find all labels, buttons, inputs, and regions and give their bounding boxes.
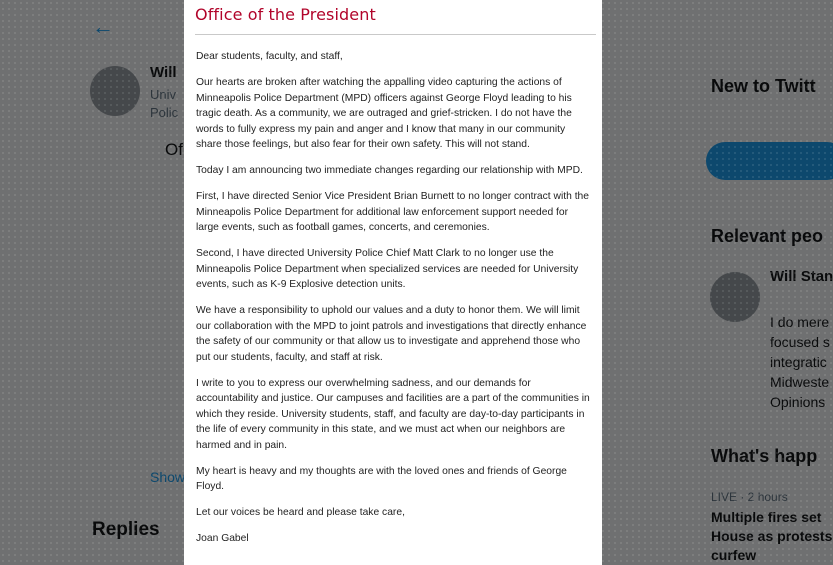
letter-heading: Office of the President: [195, 5, 376, 24]
letter-paragraph: Dear students, faculty, and staff,: [196, 51, 343, 62]
letter-paragraph: My heart is heavy and my thoughts are with the loved ones and friends of George Floyd.: [196, 465, 567, 492]
letter-paragraph: Our hearts are broken after watching the appalling video capturing the actions of Minneapolis Police Department (MPD) officers against George Floyd leading to his tragic death. As a community, we are outraged and grief-stricken. I do not have the words to fully express my pain and anger and I know that many in our community share those feelings, but also fear for their own safety. This will not stand.: [196, 77, 572, 150]
letter-paragraph: We have a responsibility to uphold our values and a duty to honor them. We will limit our collaboration with the MPD to joint patrols and investigations that directly enhance the safety of our community or that allow us to investigate and apprehend those who put our students, faculty, and staff at risk.: [196, 305, 587, 363]
letter-paragraph: First, I have directed Senior Vice President Brian Burnett to no longer contract with the Minneapolis Police Department for additional law enforcement support needed for large events, such as football games, concerts, and ceremonies.: [196, 191, 590, 233]
letter-body: [196, 49, 592, 557]
letter-signature: Joan Gabel: [196, 533, 249, 544]
image-viewer-modal: [184, 0, 602, 565]
letter-paragraph: Let our voices be heard and please take care,: [196, 507, 405, 518]
letter-paragraph: Today I am announcing two immediate changes regarding our relationship with MPD.: [196, 165, 583, 176]
divider: [195, 34, 596, 35]
letter-paragraph: Second, I have directed University Police Chief Matt Clark to no longer use the Minneapolis Police Department when specialized services are needed for University events, such as K-9 Explosive detection units.: [196, 248, 579, 290]
letter-paragraph: I write to you to express our overwhelming sadness, and our demands for accountability and justice. Our campuses and facilities are a part of the communities in which they reside. University students, staff, and faculty are day-to-day participants in the life of every community in this state, and we must act when our neighbors are harmed and in pain.: [196, 377, 590, 451]
